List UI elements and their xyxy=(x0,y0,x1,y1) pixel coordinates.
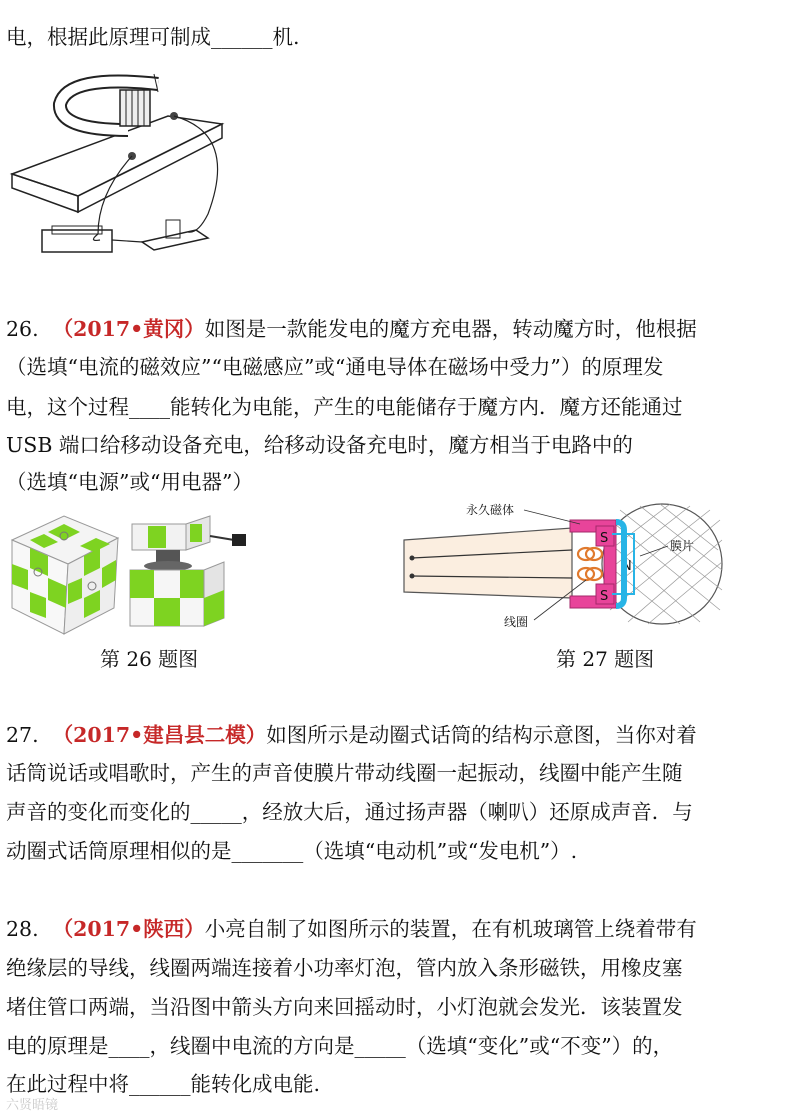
q27-figure-caption: 第 27 题图 xyxy=(556,647,655,671)
q26-line-1 xyxy=(6,312,697,346)
magnet-s-bottom: S xyxy=(600,589,609,604)
watermark: 六贤晤镜 xyxy=(6,1098,59,1113)
q28-line-2: 绝缘层的导线，线圈两端连接着小功率灯泡，管内放入条形磁铁，用橡皮塞 xyxy=(6,956,683,980)
label-coil: 线圈 xyxy=(504,615,529,629)
q28-text-1: 小亮自制了如图所示的装置，在有机玻璃管上绕着带有 xyxy=(204,917,697,941)
q28-number: 28. xyxy=(6,917,39,941)
q28-line-5: 在此过程中将______能转化成电能. xyxy=(6,1072,321,1096)
q26-line-5: （选填“电源”或“用电器”） xyxy=(6,470,253,494)
q27-line-3: 声音的变化而变化的_____，经放大后，通过扬声器（喇叭）还原成声音．与 xyxy=(6,800,693,824)
q26-number: 26. xyxy=(6,317,39,341)
microphone-structure-figure xyxy=(400,500,730,640)
magnet-s-top: S xyxy=(600,531,609,546)
magic-cube-figure-1 xyxy=(4,512,124,638)
label-membrane: 膜片 xyxy=(670,539,695,553)
q27-line-2: 话筒说话或唱歌时，产生的声音使膜片带动线圈一起振动，线圈中能产生随 xyxy=(6,761,683,785)
q26-line-2: （选填“电流的磁效应”“电磁感应”或“通电导体在磁场中受力”）的原理发 xyxy=(6,355,664,379)
q27-number: 27. xyxy=(6,723,39,747)
magnet-n-center: N xyxy=(622,559,632,574)
q27-line-4: 动圈式话筒原理相似的是_______（选填“电动机”或“发电机”）. xyxy=(6,839,578,863)
q28-line-4: 电的原理是____，线圈中电流的方向是_____（选填“变化”或“不变”）的， xyxy=(6,1034,674,1058)
q26-figure-caption: 第 26 题图 xyxy=(100,647,199,671)
q26-source: （2017•黄冈） xyxy=(52,317,205,341)
q28-line-3: 堵住管口两端，当沿图中箭头方向来回摇动时，小灯泡就会发光．该装置发 xyxy=(6,995,683,1019)
q26-line-4: USB 端口给移动设备充电，给移动设备充电时，魔方相当于电路中的 xyxy=(6,433,633,457)
intro-line: 电，根据此原理可制成______机. xyxy=(6,25,300,49)
generator-apparatus-figure xyxy=(8,64,248,264)
q27-source: （2017•建昌县二模） xyxy=(52,723,267,747)
q27-line-1 xyxy=(6,718,697,752)
q28-line-1 xyxy=(6,912,697,946)
label-permanent-magnet: 永久磁体 xyxy=(466,503,515,517)
q26-text-1: 如图是一款能发电的魔方充电器，转动魔方时，他根据 xyxy=(204,317,697,341)
q27-text-1: 如图所示是动圈式话筒的结构示意图，当你对着 xyxy=(266,723,697,747)
magic-cube-figure-2 xyxy=(126,514,256,634)
q26-line-3: 电，这个过程____能转化为电能，产生的电能储存于魔方内．魔方还能通过 xyxy=(6,395,683,419)
q28-source: （2017•陕西） xyxy=(52,917,205,941)
